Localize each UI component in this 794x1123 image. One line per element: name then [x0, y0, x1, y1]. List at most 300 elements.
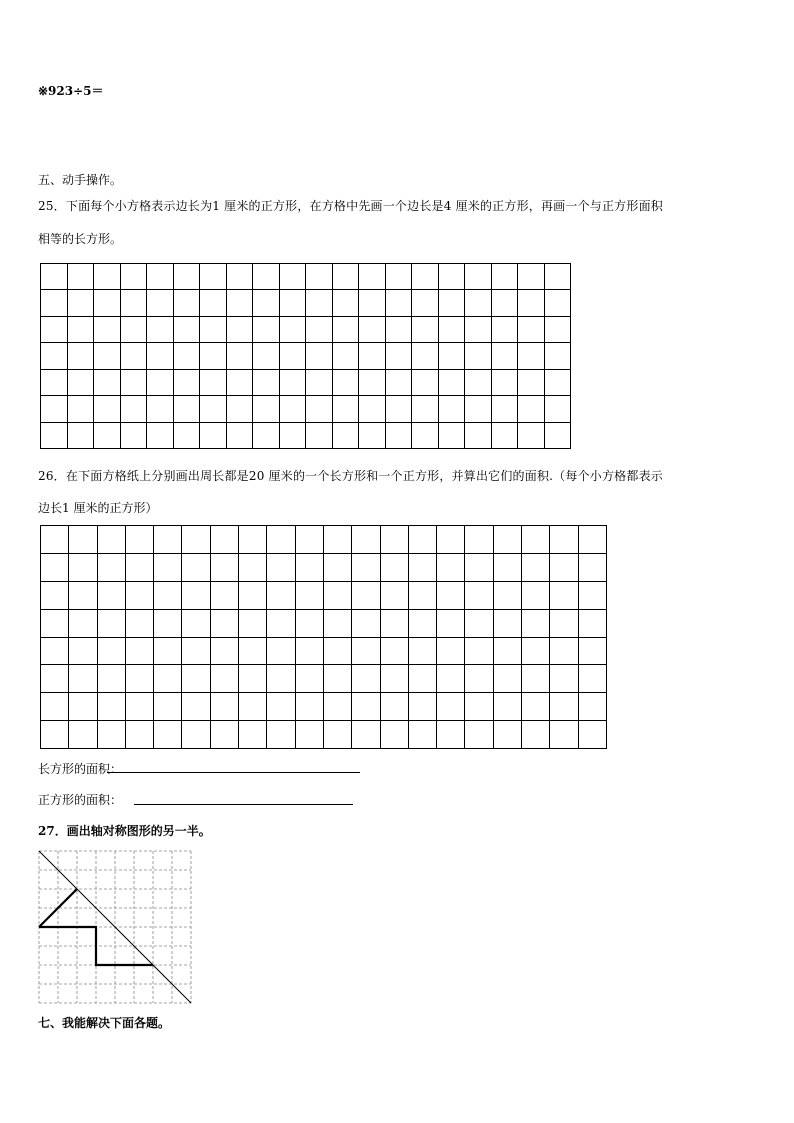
grid-cell[interactable]	[438, 342, 465, 368]
grid-cell[interactable]	[266, 609, 294, 637]
grid-cell[interactable]	[238, 581, 266, 609]
grid-cell[interactable]	[549, 525, 577, 553]
grid-cell[interactable]	[517, 395, 544, 421]
grid-cell[interactable]	[464, 637, 492, 665]
grid-cell[interactable]	[97, 609, 125, 637]
grid-cell[interactable]	[40, 525, 68, 553]
grid-cell[interactable]	[358, 289, 385, 315]
grid-cell[interactable]	[521, 609, 549, 637]
grid-cell[interactable]	[226, 289, 253, 315]
grid-cell[interactable]	[332, 395, 359, 421]
grid-cell[interactable]	[521, 637, 549, 665]
grid-cell[interactable]	[491, 369, 518, 395]
grid-cell[interactable]	[517, 342, 544, 368]
grid-cell[interactable]	[40, 422, 67, 448]
grid-cell[interactable]	[544, 263, 571, 289]
grid-cell[interactable]	[549, 664, 577, 692]
grid-cell[interactable]	[40, 289, 67, 315]
grid-cell[interactable]	[544, 369, 571, 395]
grid-cell[interactable]	[40, 664, 68, 692]
q26-square-grid[interactable]	[40, 525, 607, 749]
grid-cell[interactable]	[153, 637, 181, 665]
grid-cell[interactable]	[181, 525, 209, 553]
grid-cell[interactable]	[438, 422, 465, 448]
grid-cell[interactable]	[323, 553, 351, 581]
grid-cell[interactable]	[68, 581, 96, 609]
grid-cell[interactable]	[266, 720, 294, 748]
grid-cell[interactable]	[199, 369, 226, 395]
grid-cell[interactable]	[226, 342, 253, 368]
grid-cell[interactable]	[93, 395, 120, 421]
grid-cell[interactable]	[464, 581, 492, 609]
grid-cell[interactable]	[67, 342, 94, 368]
grid-cell[interactable]	[68, 664, 96, 692]
grid-cell[interactable]	[238, 525, 266, 553]
grid-cell[interactable]	[578, 692, 606, 720]
grid-cell[interactable]	[266, 581, 294, 609]
grid-cell[interactable]	[578, 553, 606, 581]
grid-cell[interactable]	[153, 553, 181, 581]
grid-cell[interactable]	[295, 664, 323, 692]
grid-cell[interactable]	[226, 395, 253, 421]
grid-cell[interactable]	[305, 263, 332, 289]
grid-cell[interactable]	[385, 263, 412, 289]
grid-cell[interactable]	[323, 581, 351, 609]
grid-cell[interactable]	[226, 316, 253, 342]
grid-cell[interactable]	[67, 263, 94, 289]
grid-cell[interactable]	[295, 553, 323, 581]
grid-cell[interactable]	[358, 422, 385, 448]
grid-cell[interactable]	[146, 422, 173, 448]
rect-area-answer-line[interactable]	[107, 772, 360, 773]
grid-cell[interactable]	[332, 316, 359, 342]
grid-cell[interactable]	[517, 369, 544, 395]
grid-cell[interactable]	[210, 692, 238, 720]
grid-cell[interactable]	[332, 342, 359, 368]
grid-cell[interactable]	[578, 581, 606, 609]
grid-cell[interactable]	[380, 609, 408, 637]
grid-cell[interactable]	[385, 369, 412, 395]
grid-cell[interactable]	[493, 637, 521, 665]
grid-cell[interactable]	[438, 289, 465, 315]
grid-cell[interactable]	[578, 609, 606, 637]
grid-cell[interactable]	[305, 342, 332, 368]
grid-cell[interactable]	[411, 369, 438, 395]
grid-cell[interactable]	[491, 422, 518, 448]
grid-cell[interactable]	[153, 609, 181, 637]
grid-cell[interactable]	[199, 342, 226, 368]
grid-cell[interactable]	[146, 369, 173, 395]
grid-cell[interactable]	[493, 609, 521, 637]
grid-cell[interactable]	[125, 692, 153, 720]
grid-cell[interactable]	[544, 395, 571, 421]
grid-cell[interactable]	[358, 395, 385, 421]
grid-cell[interactable]	[252, 369, 279, 395]
grid-cell[interactable]	[210, 609, 238, 637]
grid-cell[interactable]	[549, 720, 577, 748]
grid-cell[interactable]	[67, 395, 94, 421]
grid-cell[interactable]	[411, 342, 438, 368]
grid-cell[interactable]	[332, 289, 359, 315]
grid-cell[interactable]	[40, 395, 67, 421]
grid-cell[interactable]	[578, 525, 606, 553]
grid-cell[interactable]	[332, 369, 359, 395]
grid-cell[interactable]	[549, 637, 577, 665]
grid-cell[interactable]	[493, 720, 521, 748]
grid-cell[interactable]	[181, 609, 209, 637]
grid-cell[interactable]	[544, 422, 571, 448]
grid-cell[interactable]	[266, 553, 294, 581]
grid-cell[interactable]	[544, 342, 571, 368]
grid-cell[interactable]	[351, 692, 379, 720]
grid-cell[interactable]	[464, 525, 492, 553]
grid-cell[interactable]	[181, 637, 209, 665]
grid-cell[interactable]	[493, 525, 521, 553]
grid-cell[interactable]	[438, 316, 465, 342]
grid-cell[interactable]	[173, 369, 200, 395]
grid-cell[interactable]	[351, 553, 379, 581]
grid-cell[interactable]	[210, 581, 238, 609]
grid-cell[interactable]	[210, 664, 238, 692]
grid-cell[interactable]	[252, 342, 279, 368]
grid-cell[interactable]	[97, 692, 125, 720]
q25-square-grid[interactable]	[40, 263, 571, 449]
grid-cell[interactable]	[67, 289, 94, 315]
grid-cell[interactable]	[279, 369, 306, 395]
grid-cell[interactable]	[295, 692, 323, 720]
grid-cell[interactable]	[295, 525, 323, 553]
grid-cell[interactable]	[323, 692, 351, 720]
grid-cell[interactable]	[385, 395, 412, 421]
grid-cell[interactable]	[181, 664, 209, 692]
grid-cell[interactable]	[493, 581, 521, 609]
grid-cell[interactable]	[295, 581, 323, 609]
grid-cell[interactable]	[97, 720, 125, 748]
grid-cell[interactable]	[266, 664, 294, 692]
grid-cell[interactable]	[120, 395, 147, 421]
grid-cell[interactable]	[436, 692, 464, 720]
grid-cell[interactable]	[578, 664, 606, 692]
grid-cell[interactable]	[40, 342, 67, 368]
grid-cell[interactable]	[266, 637, 294, 665]
grid-cell[interactable]	[411, 422, 438, 448]
grid-cell[interactable]	[210, 553, 238, 581]
grid-cell[interactable]	[67, 369, 94, 395]
grid-cell[interactable]	[153, 720, 181, 748]
grid-cell[interactable]	[40, 263, 67, 289]
grid-cell[interactable]	[40, 369, 67, 395]
grid-cell[interactable]	[295, 609, 323, 637]
grid-cell[interactable]	[517, 263, 544, 289]
grid-cell[interactable]	[464, 664, 492, 692]
grid-cell[interactable]	[436, 637, 464, 665]
grid-cell[interactable]	[491, 342, 518, 368]
grid-cell[interactable]	[464, 692, 492, 720]
grid-cell[interactable]	[97, 664, 125, 692]
grid-cell[interactable]	[252, 263, 279, 289]
grid-cell[interactable]	[493, 664, 521, 692]
grid-cell[interactable]	[491, 395, 518, 421]
grid-cell[interactable]	[521, 525, 549, 553]
grid-cell[interactable]	[385, 342, 412, 368]
grid-cell[interactable]	[436, 664, 464, 692]
grid-cell[interactable]	[97, 553, 125, 581]
grid-cell[interactable]	[549, 692, 577, 720]
grid-cell[interactable]	[68, 553, 96, 581]
grid-cell[interactable]	[438, 369, 465, 395]
grid-cell[interactable]	[295, 720, 323, 748]
grid-cell[interactable]	[380, 553, 408, 581]
grid-cell[interactable]	[549, 609, 577, 637]
grid-cell[interactable]	[323, 525, 351, 553]
grid-cell[interactable]	[146, 289, 173, 315]
grid-cell[interactable]	[93, 422, 120, 448]
grid-cell[interactable]	[199, 289, 226, 315]
symmetry-figure[interactable]	[38, 850, 192, 1004]
grid-cell[interactable]	[40, 553, 68, 581]
grid-cell[interactable]	[199, 263, 226, 289]
grid-cell[interactable]	[68, 525, 96, 553]
grid-cell[interactable]	[279, 342, 306, 368]
grid-cell[interactable]	[517, 422, 544, 448]
grid-cell[interactable]	[120, 342, 147, 368]
grid-cell[interactable]	[173, 395, 200, 421]
grid-cell[interactable]	[40, 609, 68, 637]
grid-cell[interactable]	[146, 395, 173, 421]
grid-cell[interactable]	[305, 369, 332, 395]
grid-cell[interactable]	[464, 263, 491, 289]
grid-cell[interactable]	[67, 316, 94, 342]
grid-cell[interactable]	[173, 289, 200, 315]
grid-cell[interactable]	[521, 664, 549, 692]
grid-cell[interactable]	[146, 316, 173, 342]
grid-cell[interactable]	[517, 289, 544, 315]
grid-cell[interactable]	[226, 263, 253, 289]
grid-cell[interactable]	[436, 553, 464, 581]
grid-cell[interactable]	[411, 316, 438, 342]
grid-cell[interactable]	[120, 289, 147, 315]
grid-cell[interactable]	[173, 342, 200, 368]
grid-cell[interactable]	[436, 609, 464, 637]
grid-cell[interactable]	[238, 664, 266, 692]
grid-cell[interactable]	[226, 369, 253, 395]
grid-cell[interactable]	[438, 395, 465, 421]
grid-cell[interactable]	[578, 720, 606, 748]
grid-cell[interactable]	[464, 609, 492, 637]
grid-cell[interactable]	[305, 395, 332, 421]
grid-cell[interactable]	[544, 316, 571, 342]
grid-cell[interactable]	[464, 422, 491, 448]
grid-cell[interactable]	[181, 553, 209, 581]
grid-cell[interactable]	[464, 553, 492, 581]
grid-cell[interactable]	[332, 263, 359, 289]
grid-cell[interactable]	[380, 525, 408, 553]
grid-cell[interactable]	[181, 720, 209, 748]
grid-cell[interactable]	[199, 422, 226, 448]
grid-cell[interactable]	[464, 369, 491, 395]
grid-cell[interactable]	[351, 720, 379, 748]
grid-cell[interactable]	[380, 581, 408, 609]
grid-cell[interactable]	[279, 316, 306, 342]
grid-cell[interactable]	[199, 395, 226, 421]
grid-cell[interactable]	[491, 263, 518, 289]
grid-cell[interactable]	[408, 581, 436, 609]
grid-cell[interactable]	[226, 422, 253, 448]
grid-cell[interactable]	[279, 289, 306, 315]
grid-cell[interactable]	[40, 316, 67, 342]
grid-cell[interactable]	[125, 553, 153, 581]
grid-cell[interactable]	[305, 316, 332, 342]
grid-cell[interactable]	[436, 581, 464, 609]
grid-cell[interactable]	[491, 289, 518, 315]
grid-cell[interactable]	[68, 692, 96, 720]
grid-cell[interactable]	[438, 263, 465, 289]
grid-cell[interactable]	[464, 342, 491, 368]
grid-cell[interactable]	[408, 664, 436, 692]
grid-cell[interactable]	[146, 342, 173, 368]
grid-cell[interactable]	[305, 422, 332, 448]
grid-cell[interactable]	[67, 422, 94, 448]
grid-cell[interactable]	[549, 553, 577, 581]
grid-cell[interactable]	[40, 720, 68, 748]
grid-cell[interactable]	[125, 609, 153, 637]
grid-cell[interactable]	[305, 289, 332, 315]
grid-cell[interactable]	[125, 720, 153, 748]
grid-cell[interactable]	[521, 692, 549, 720]
grid-cell[interactable]	[252, 316, 279, 342]
grid-cell[interactable]	[493, 553, 521, 581]
grid-cell[interactable]	[279, 395, 306, 421]
grid-cell[interactable]	[491, 316, 518, 342]
grid-cell[interactable]	[380, 692, 408, 720]
grid-cell[interactable]	[120, 316, 147, 342]
grid-cell[interactable]	[40, 637, 68, 665]
grid-cell[interactable]	[411, 395, 438, 421]
grid-cell[interactable]	[380, 720, 408, 748]
grid-cell[interactable]	[40, 581, 68, 609]
grid-cell[interactable]	[210, 720, 238, 748]
grid-cell[interactable]	[464, 395, 491, 421]
grid-cell[interactable]	[181, 692, 209, 720]
grid-cell[interactable]	[93, 342, 120, 368]
grid-cell[interactable]	[358, 263, 385, 289]
grid-cell[interactable]	[238, 637, 266, 665]
grid-cell[interactable]	[351, 637, 379, 665]
grid-cell[interactable]	[153, 581, 181, 609]
grid-cell[interactable]	[408, 553, 436, 581]
grid-cell[interactable]	[252, 289, 279, 315]
grid-cell[interactable]	[279, 422, 306, 448]
grid-cell[interactable]	[125, 637, 153, 665]
grid-cell[interactable]	[238, 720, 266, 748]
grid-cell[interactable]	[517, 316, 544, 342]
grid-cell[interactable]	[266, 692, 294, 720]
grid-cell[interactable]	[493, 692, 521, 720]
grid-cell[interactable]	[125, 664, 153, 692]
grid-cell[interactable]	[323, 609, 351, 637]
grid-cell[interactable]	[173, 263, 200, 289]
grid-cell[interactable]	[351, 664, 379, 692]
grid-cell[interactable]	[411, 289, 438, 315]
grid-cell[interactable]	[358, 316, 385, 342]
grid-cell[interactable]	[181, 581, 209, 609]
grid-cell[interactable]	[380, 637, 408, 665]
grid-cell[interactable]	[358, 369, 385, 395]
grid-cell[interactable]	[40, 692, 68, 720]
grid-cell[interactable]	[464, 316, 491, 342]
grid-cell[interactable]	[93, 369, 120, 395]
grid-cell[interactable]	[411, 263, 438, 289]
grid-cell[interactable]	[464, 289, 491, 315]
grid-cell[interactable]	[120, 263, 147, 289]
grid-cell[interactable]	[238, 609, 266, 637]
grid-cell[interactable]	[97, 581, 125, 609]
grid-cell[interactable]	[323, 720, 351, 748]
grid-cell[interactable]	[238, 553, 266, 581]
grid-cell[interactable]	[97, 525, 125, 553]
grid-cell[interactable]	[146, 263, 173, 289]
grid-cell[interactable]	[252, 395, 279, 421]
grid-cell[interactable]	[153, 664, 181, 692]
grid-cell[interactable]	[436, 525, 464, 553]
grid-cell[interactable]	[408, 525, 436, 553]
grid-cell[interactable]	[385, 422, 412, 448]
grid-cell[interactable]	[125, 581, 153, 609]
grid-cell[interactable]	[521, 553, 549, 581]
grid-cell[interactable]	[464, 720, 492, 748]
grid-cell[interactable]	[323, 637, 351, 665]
grid-cell[interactable]	[408, 609, 436, 637]
grid-cell[interactable]	[68, 720, 96, 748]
grid-cell[interactable]	[544, 289, 571, 315]
grid-cell[interactable]	[68, 609, 96, 637]
grid-cell[interactable]	[521, 581, 549, 609]
grid-cell[interactable]	[199, 316, 226, 342]
grid-cell[interactable]	[266, 525, 294, 553]
grid-cell[interactable]	[210, 637, 238, 665]
grid-cell[interactable]	[125, 525, 153, 553]
grid-cell[interactable]	[295, 637, 323, 665]
grid-cell[interactable]	[93, 316, 120, 342]
square-area-answer-line[interactable]	[134, 804, 353, 805]
grid-cell[interactable]	[351, 525, 379, 553]
grid-cell[interactable]	[332, 422, 359, 448]
grid-cell[interactable]	[521, 720, 549, 748]
grid-cell[interactable]	[408, 637, 436, 665]
grid-cell[interactable]	[408, 720, 436, 748]
grid-cell[interactable]	[549, 581, 577, 609]
grid-cell[interactable]	[385, 289, 412, 315]
grid-cell[interactable]	[380, 664, 408, 692]
grid-cell[interactable]	[323, 664, 351, 692]
grid-cell[interactable]	[385, 316, 412, 342]
grid-cell[interactable]	[351, 581, 379, 609]
grid-cell[interactable]	[120, 422, 147, 448]
grid-cell[interactable]	[153, 525, 181, 553]
grid-cell[interactable]	[173, 316, 200, 342]
grid-cell[interactable]	[93, 263, 120, 289]
grid-cell[interactable]	[578, 637, 606, 665]
grid-cell[interactable]	[210, 525, 238, 553]
grid-cell[interactable]	[408, 692, 436, 720]
grid-cell[interactable]	[153, 692, 181, 720]
grid-cell[interactable]	[279, 263, 306, 289]
grid-cell[interactable]	[93, 289, 120, 315]
grid-cell[interactable]	[173, 422, 200, 448]
grid-cell[interactable]	[68, 637, 96, 665]
grid-cell[interactable]	[252, 422, 279, 448]
grid-cell[interactable]	[436, 720, 464, 748]
